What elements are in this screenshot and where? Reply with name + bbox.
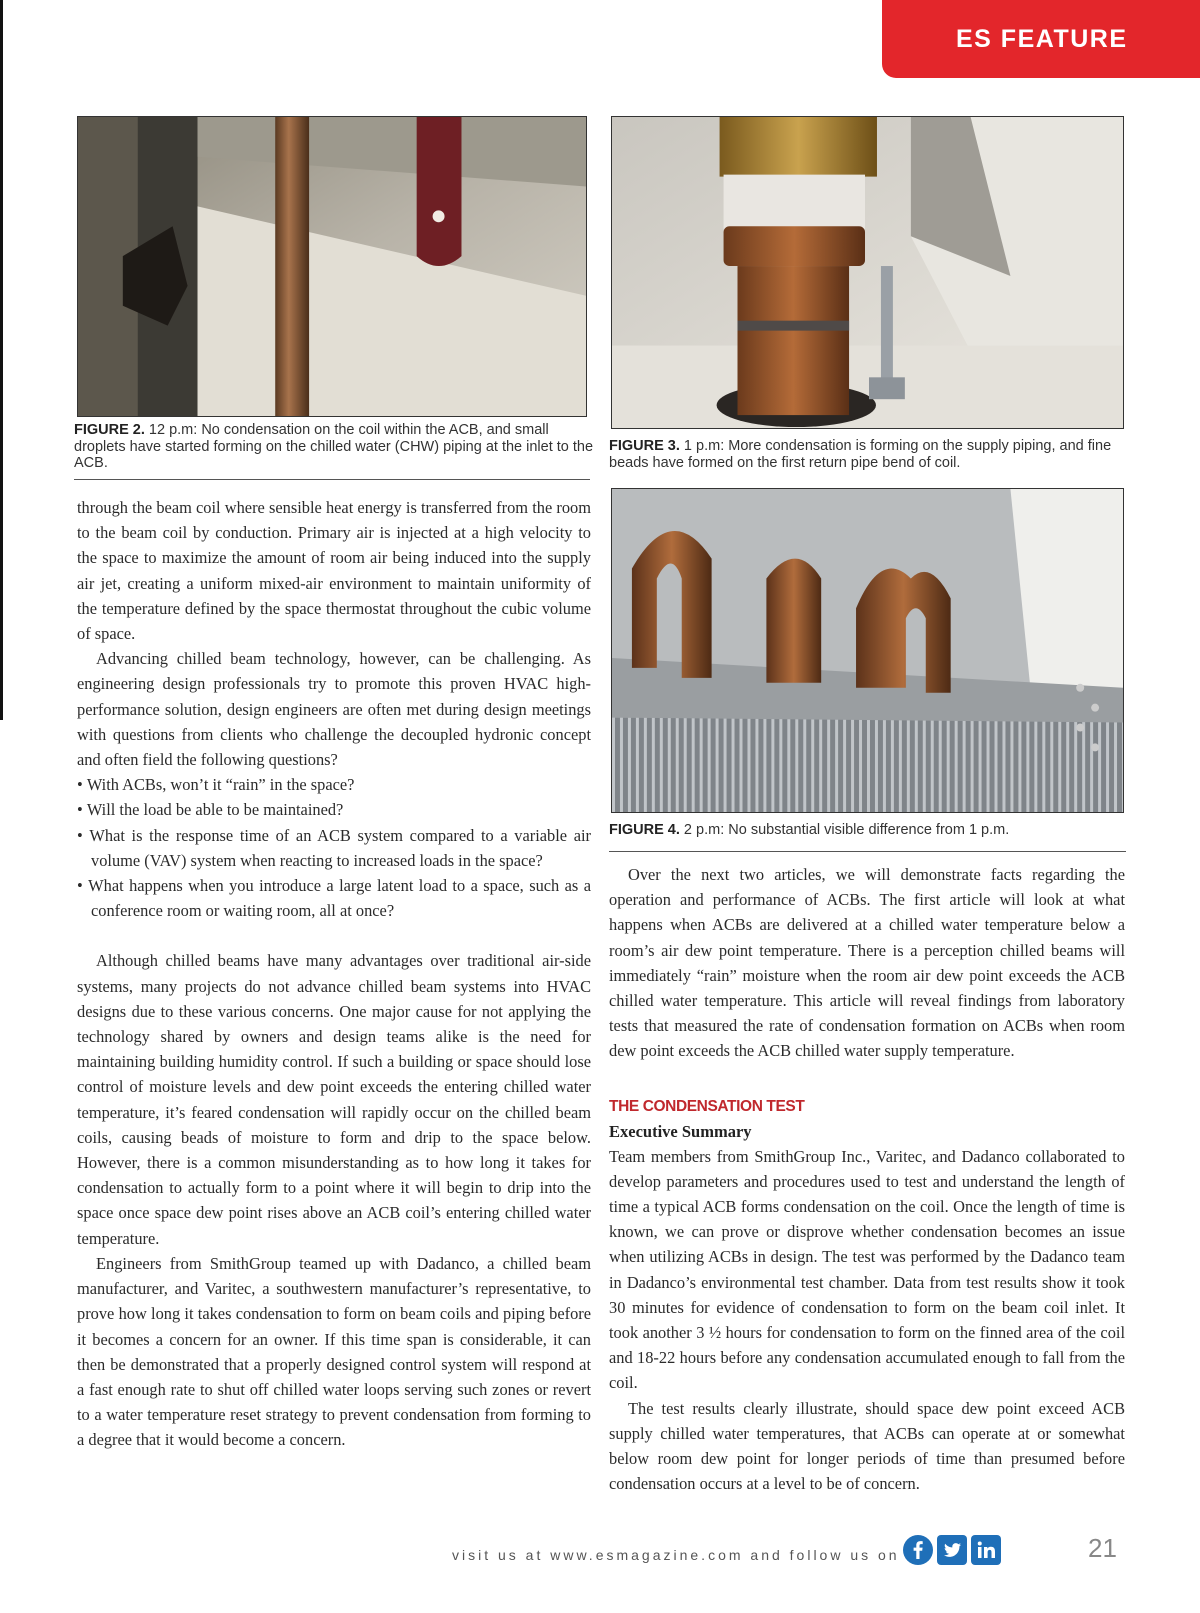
- right-paragraph-1: Over the next two articles, we will demonstrate facts regarding the operation and performance of ACBs. The first article will look at what happens when ACBs are delivered at a chilled water temperature below a room’s air dew point temperature. There is a perception chilled beams will immediately “rain” moisture when the room air dew point exceeds the ACB chilled water temperature. This article will reveal findings from laboratory tests that measured the rate of condensation formation on ACBs when room dew point exceeds the ACB chilled water supply temperature.: [609, 865, 1125, 1061]
- page-number: 21: [1088, 1533, 1117, 1563]
- facebook-icon[interactable]: [903, 1535, 933, 1565]
- question-list: [77, 772, 591, 923]
- left-paragraph-3: Although chilled beams have many advantages over traditional air-side systems, many projects do not advance chilled beam systems into HVAC designs due to these various concerns. One major cause for not applying the technology shared by owners and design teams alike is the need for maintaining building humidity control. If such a building or space should lose control of moisture levels and dew point exceeds the entering chilled water temperature, it’s feared condensation will rapidly occur on the chilled beam coils, causing beads of moisture to form and drip to the space below. However, there is a common misunderstanding as to how long it takes for condensation to actually form to a point where it will begin to drip into the space once space dew point rises above an ACB coil’s entering chilled water temperature.: [77, 951, 591, 1248]
- section-tab: ES FEATURE: [882, 0, 1200, 78]
- section-heading: THE CONDENSATION TEST: [609, 1097, 805, 1115]
- figure-2-rule: [74, 479, 590, 480]
- figure-4-caption: [609, 822, 1127, 839]
- paragraph-spacer: [77, 923, 591, 948]
- list-item: • Will the load be able to be maintained?: [77, 797, 591, 822]
- page-edge-bar: [0, 0, 3, 720]
- figure-3-caption: [609, 438, 1127, 471]
- left-paragraph-4: Engineers from SmithGroup teamed up with Dadanco, a chilled beam manufacturer, and Varitec, a southwestern manufacturer’s representative, to prove how long it takes condensation to form on beam coils and piping before it becomes a concern for an owner. If this time span is considerable, it can then be demonstrated that a properly designed control system will respond at a fast enough rate to shut off chilled water loops serving such zones or revert to a water temperature reset strategy to prevent condensation from forming to a degree that it would become a concern.: [77, 1253, 591, 1450]
- figure-3-text: 1 p.m: More condensation is forming on the supply piping, and fine beads have formed on the first return pipe bend of coil.: [609, 438, 1112, 471]
- subheading: Executive Summary: [609, 1121, 752, 1141]
- linkedin-icon[interactable]: [971, 1535, 1001, 1565]
- left-paragraph-2: Advancing chilled beam technology, however, can be challenging. As engineering design professionals try to promote this proven HVAC high-performance solution, design engineers are often met during design meetings with questions from clients who challenge the decoupled hydronic concept and often field the following questions?: [77, 649, 591, 770]
- list-item: • What is the response time of an ACB system compared to a variable air volume (VAV) system when reacting to increased loads in the space?: [77, 823, 591, 873]
- figure-3-photo: [611, 116, 1124, 429]
- figure-2-caption: [74, 422, 594, 472]
- figure-2-photo: [77, 116, 587, 417]
- paragraph-spacer: [609, 1064, 1125, 1089]
- list-item: • What happens when you introduce a large latent load to a space, such as a conference room or waiting room, all at once?: [77, 873, 591, 923]
- list-item: • With ACBs, won’t it “rain” in the space?: [77, 772, 591, 797]
- figure-4-label: FIGURE 4.: [609, 822, 680, 838]
- figure-4-photo: [611, 488, 1124, 813]
- footer-text: visit us at www.esmagazine.com and follow us on: [452, 1547, 900, 1563]
- twitter-icon[interactable]: [937, 1535, 967, 1565]
- figure-2-text: 12 p.m: No condensation on the coil within the ACB, and small droplets have started forming on the chilled water (CHW) piping at the inlet to the ACB.: [74, 422, 594, 471]
- left-column: [77, 495, 591, 1453]
- figure-4-rule: [609, 851, 1126, 852]
- figure-4-text: 2 p.m: No substantial visible difference from 1 p.m.: [679, 822, 1010, 838]
- figure-2-label: FIGURE 2.: [74, 422, 145, 438]
- right-column: [609, 862, 1125, 1496]
- figure-3-label: FIGURE 3.: [609, 438, 680, 454]
- right-paragraph-3: The test results clearly illustrate, should space dew point exceed ACB supply chilled water temperatures, that ACBs can operate at or somewhat below room dew point for longer periods of time than presumed before condensation occurs at a level to be of concern.: [609, 1398, 1125, 1494]
- right-paragraph-2: Team members from SmithGroup Inc., Varitec, and Dadanco collaborated to develop parameters and procedures used to test and understand the length of time a typical ACB forms condensation on the coil. Once the length of time is known, we can prove or disprove whether condensation becomes an issue when utilizing ACBs in design. The test was performed by the Dadanco team in Dadanco’s environmental test chamber. Data from test results show it took 30 minutes for evidence of condensation to form on the beam coil inlet. It took another 3 ½ hours for condensation to form on the finned area of the coil and 18-22 hours before any condensation accumulated enough to fall from the coil.: [609, 1146, 1125, 1393]
- left-paragraph-1: through the beam coil where sensible heat energy is transferred from the room to the beam coil by conduction. Primary air is injected at a high velocity to the space to maximize the amount of room air being induced into the supply air jet, creating a uniform mixed-air environment to maintain uniformity of the temperature defined by the space thermostat throughout the cubic volume of space.: [77, 498, 591, 644]
